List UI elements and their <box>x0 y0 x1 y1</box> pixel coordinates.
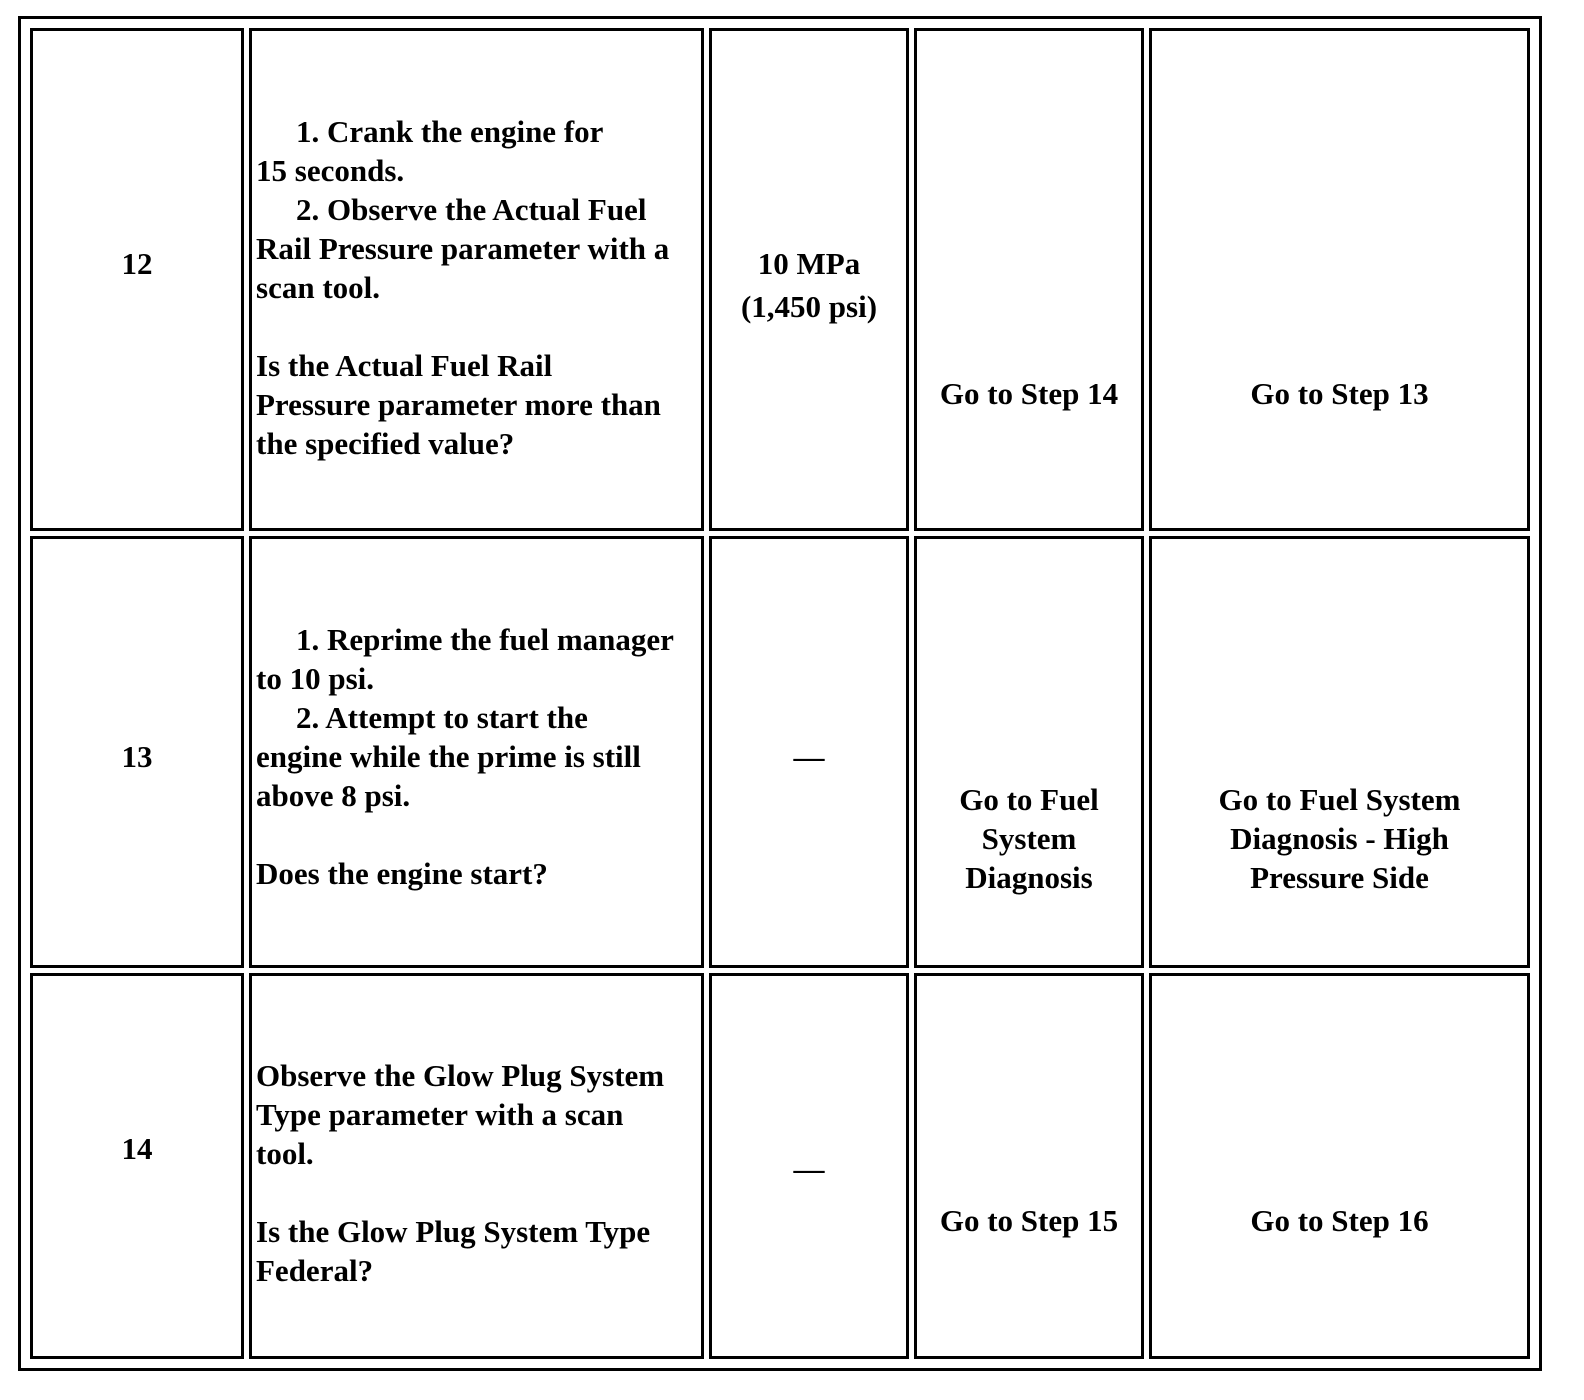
question-line: Pressure parameter more than <box>256 387 661 422</box>
action-cell <box>249 536 704 968</box>
action-line: to 10 psi. <box>256 661 374 696</box>
value-line: (1,450 psi) <box>740 289 878 324</box>
no-line: Go to Step 16 <box>1250 1203 1429 1238</box>
action-line: Type parameter with a scan <box>256 1097 624 1132</box>
no-cell <box>1149 973 1530 1359</box>
value-dash: — <box>793 1151 825 1186</box>
specified-value <box>712 244 906 326</box>
yes-line: Go to Fuel <box>959 782 1099 817</box>
yes-line: Diagnosis <box>965 860 1093 895</box>
spacer <box>256 307 697 346</box>
value-line: 10 MPa <box>757 246 861 281</box>
no-line: Go to Step 13 <box>1250 376 1429 411</box>
yes-line: System <box>981 821 1077 856</box>
action-text <box>256 620 697 893</box>
action-line: scan tool. <box>256 270 380 305</box>
table-row <box>30 536 1530 968</box>
value-cell <box>709 973 909 1359</box>
diagnostic-table-frame <box>18 16 1542 1371</box>
value-cell <box>709 28 909 531</box>
specified-value <box>712 737 906 776</box>
no-action <box>1152 780 1527 897</box>
step-cell <box>30 973 244 1359</box>
no-action <box>1152 1201 1527 1240</box>
action-line: engine while the prime is still <box>256 739 641 774</box>
action-line: 2. Attempt to start the <box>296 700 588 735</box>
no-line: Diagnosis - High <box>1230 821 1449 856</box>
question-line: Is the Glow Plug System Type <box>256 1214 651 1249</box>
no-cell <box>1149 28 1530 531</box>
action-line: 1. Crank the engine for <box>296 114 604 149</box>
question-line: Does the engine start? <box>256 856 548 891</box>
action-line: Rail Pressure parameter with a <box>256 231 670 266</box>
specified-value <box>712 1149 906 1188</box>
spacer <box>256 1173 697 1212</box>
action-text <box>256 1056 697 1290</box>
action-line: tool. <box>256 1136 314 1171</box>
action-line: 1. Reprime the fuel manager <box>296 622 674 657</box>
question-line: the specified value? <box>256 426 515 461</box>
value-dash: — <box>793 739 825 774</box>
step-cell <box>30 28 244 531</box>
yes-action <box>917 780 1141 897</box>
yes-cell <box>914 536 1144 968</box>
table-row <box>30 28 1530 531</box>
no-cell <box>1149 536 1530 968</box>
action-cell <box>249 28 704 531</box>
yes-line: Go to Step 15 <box>939 1203 1119 1238</box>
yes-cell <box>914 28 1144 531</box>
yes-cell <box>914 973 1144 1359</box>
yes-action <box>917 374 1141 413</box>
no-line: Go to Fuel System <box>1218 782 1461 817</box>
step-number: 12 <box>121 246 153 281</box>
question-line: Federal? <box>256 1253 374 1288</box>
spacer <box>256 815 697 854</box>
action-line: 15 seconds. <box>256 153 405 188</box>
action-line: Observe the Glow Plug System <box>256 1058 665 1093</box>
step-cell <box>30 536 244 968</box>
no-action <box>1152 374 1527 413</box>
table-row <box>30 973 1530 1359</box>
no-line: Pressure Side <box>1250 860 1429 895</box>
yes-line: Go to Step 14 <box>939 376 1119 411</box>
action-line: 2. Observe the Actual Fuel <box>296 192 647 227</box>
question-line: Is the Actual Fuel Rail <box>256 348 553 383</box>
yes-action <box>917 1201 1141 1240</box>
action-cell <box>249 973 704 1359</box>
step-number: 14 <box>121 1131 153 1166</box>
value-cell <box>709 536 909 968</box>
diagnostic-table <box>25 23 1535 1364</box>
step-number: 13 <box>121 739 153 774</box>
action-line: above 8 psi. <box>256 778 411 813</box>
action-text <box>256 112 697 463</box>
